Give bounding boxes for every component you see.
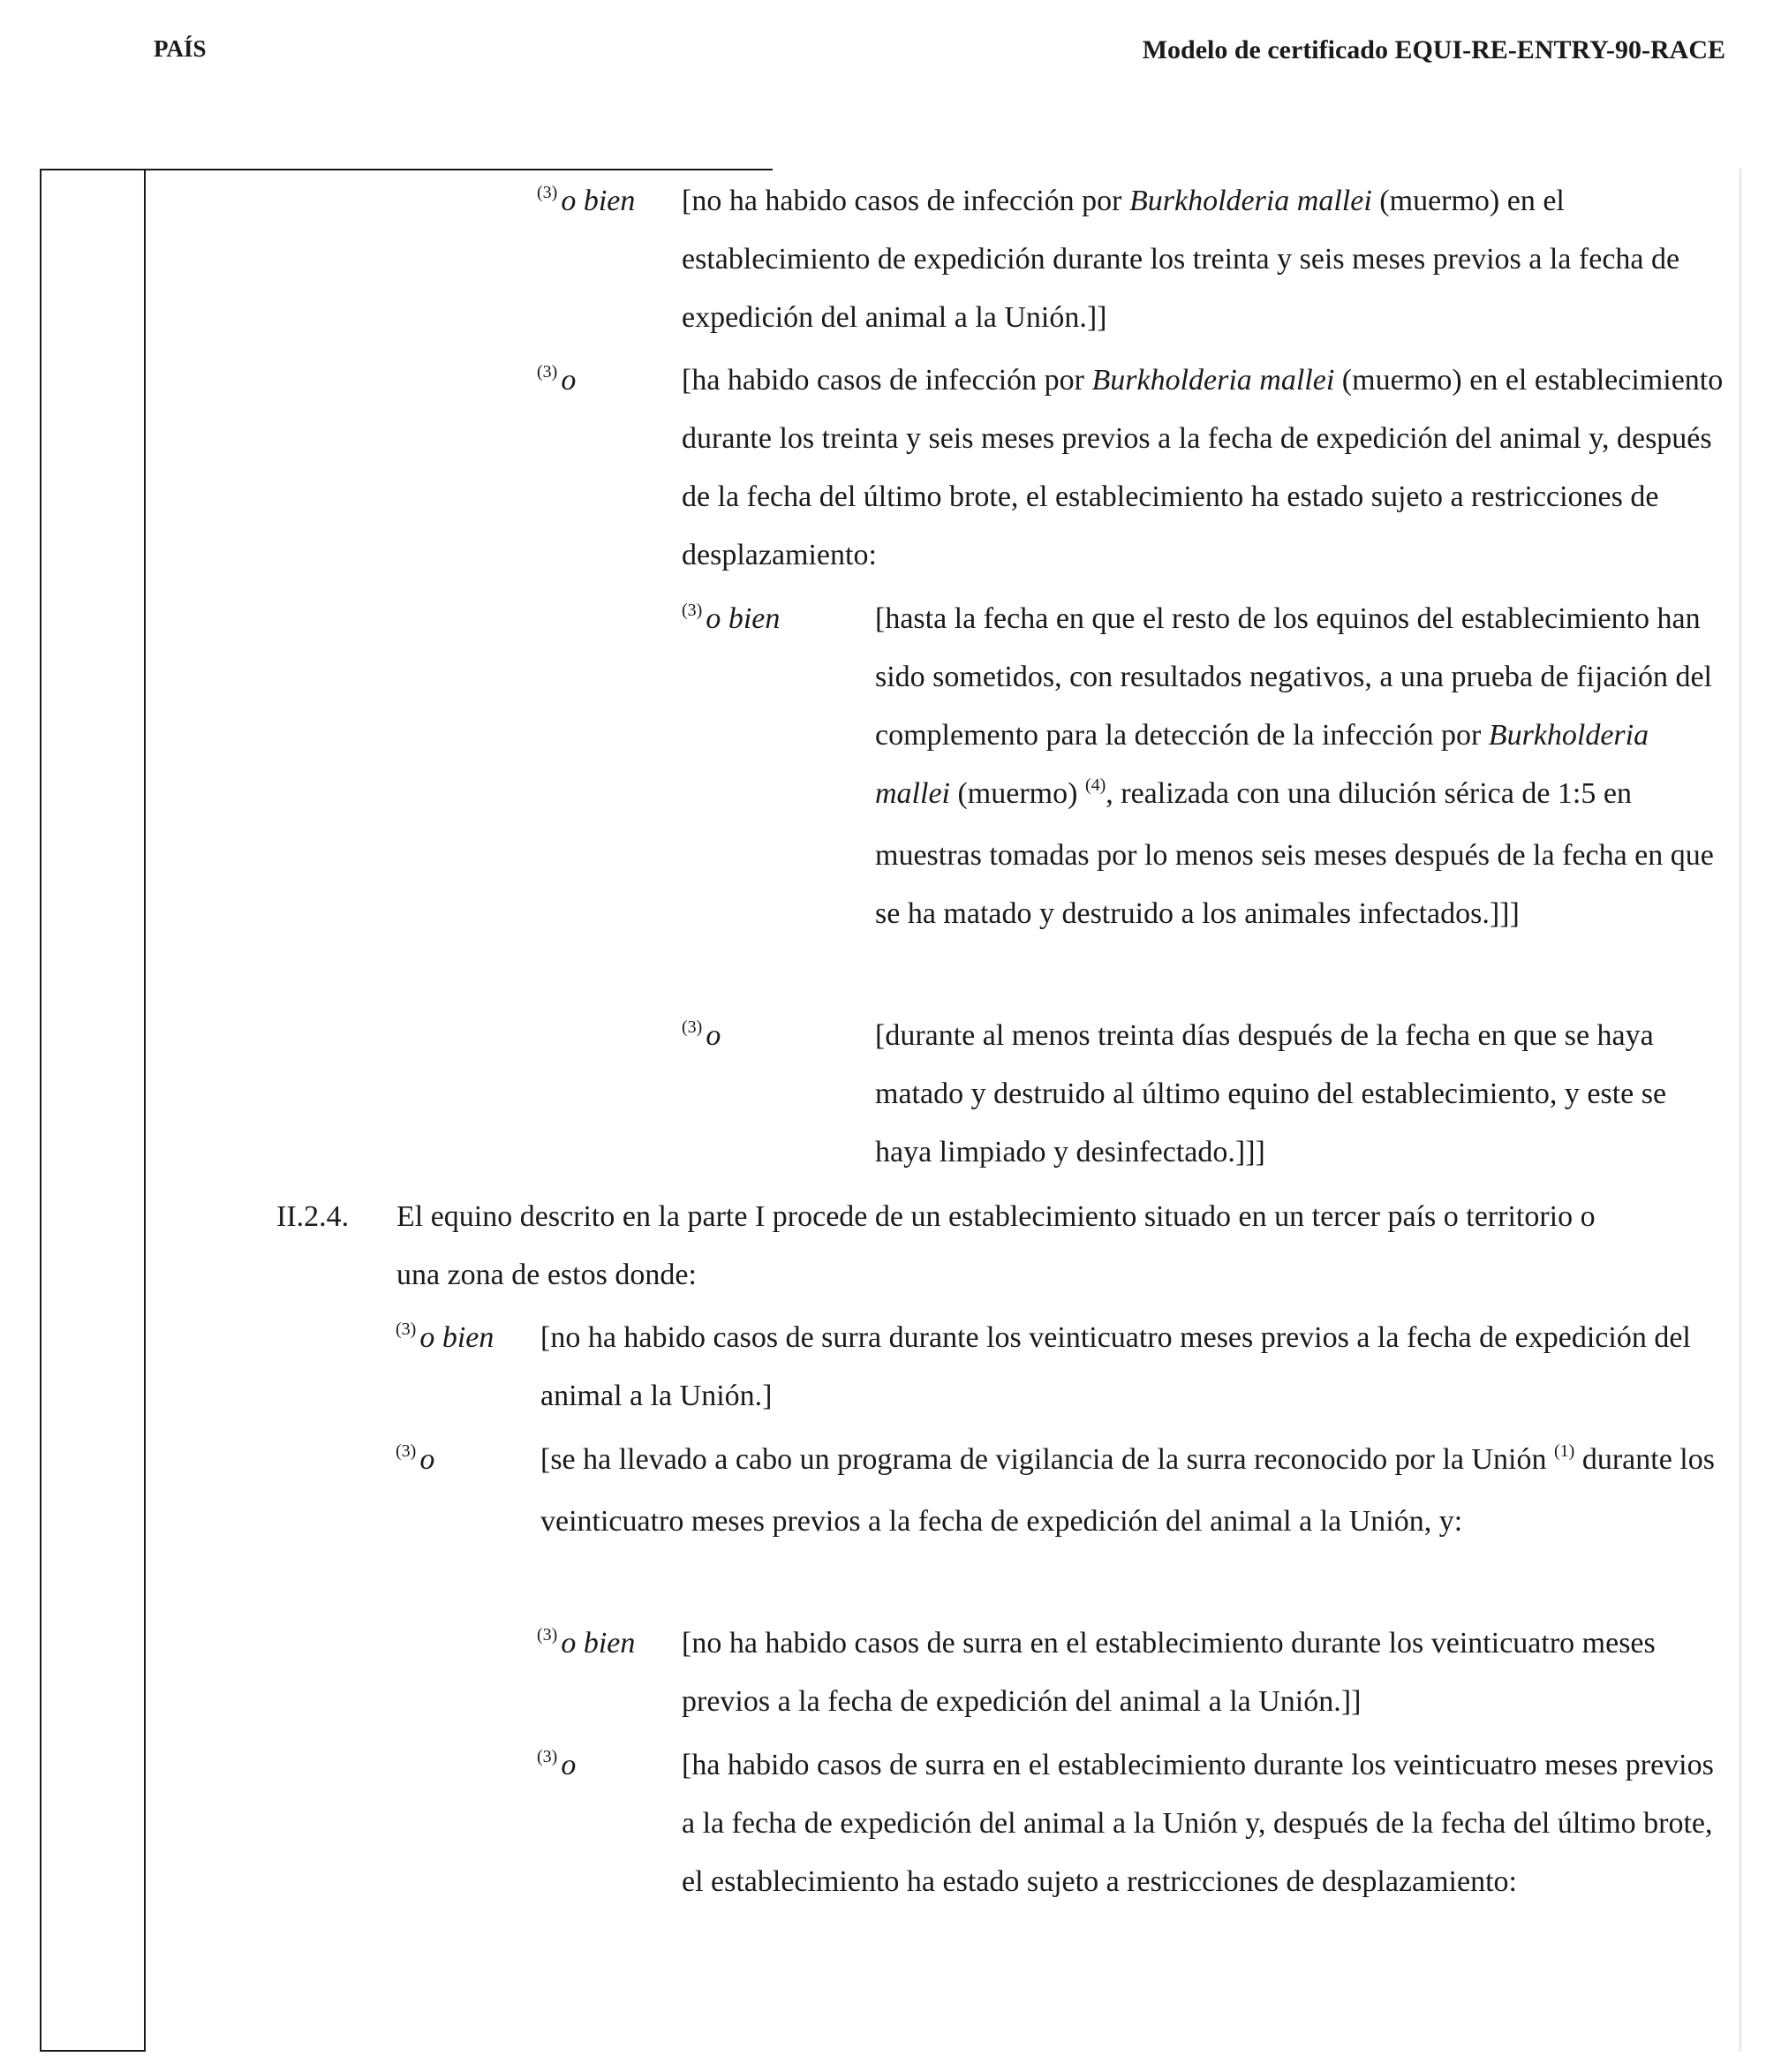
clause-text-part: [no ha habido casos de infección por: [682, 185, 1129, 217]
option-label-text: o: [706, 1019, 721, 1052]
option-sup: (3): [537, 183, 558, 202]
frame-top-border: [40, 169, 773, 170]
option-label: [682, 590, 780, 652]
frame-bottom-border: [40, 2050, 146, 2052]
pathogen-name: Burkholderia mallei: [1129, 185, 1372, 217]
clause-text-part: [hasta la fecha en que el resto de los equinos del establecimiento han sido sometidos, con resultados negativos, a una prueba de fijación del complemento para la detección de la infección por: [875, 602, 1712, 752]
footnote-ref: (1): [1554, 1441, 1575, 1461]
frame-left-border: [40, 169, 42, 2052]
option-label-text: o bien: [561, 185, 636, 217]
option-sup: (3): [396, 1441, 417, 1461]
option-label-text: o: [419, 1443, 435, 1476]
section-number: II.2.4.: [276, 1200, 350, 1233]
clause-text: [875, 590, 1723, 943]
clause-text-part: (muermo) en el establecimiento de expedición durante los treinta y seis meses previos a la fecha de expedición del animal a la Unión.]]: [682, 185, 1680, 334]
option-sup: (3): [537, 1625, 558, 1645]
option-label-text: o bien: [706, 602, 781, 635]
option-sup: (3): [537, 362, 558, 382]
option-label: [396, 1431, 434, 1493]
option-sup: (3): [396, 1320, 417, 1339]
clause-text-part: [ha habido casos de infección por: [682, 364, 1092, 397]
clause-text: [682, 172, 1724, 347]
clause-text: [ha habido casos de surra en el establecimiento durante los veinticuatro meses previos a la fecha de expedición del animal a la Unión y, después de la fecha del último brote, el establecimiento ha estado sujeto a restricciones de desplazamiento:: [682, 1749, 1714, 1898]
clause-text: [540, 1431, 1728, 1551]
option-label-text: o: [561, 364, 577, 397]
clause-text: [no ha habido casos de surra durante los veinticuatro meses previos a la fecha de expedición del animal a la Unión.]: [540, 1321, 1691, 1412]
option-label-text: o: [561, 1749, 577, 1781]
pathogen-name: Burkholderia mallei: [875, 719, 1649, 810]
option-label-text: o bien: [561, 1627, 636, 1660]
header-certificate-model: Modelo de certificado EQUI-RE-ENTRY-90-RACE: [1142, 35, 1725, 64]
option-label: [537, 172, 635, 234]
frame-inner-border: [144, 169, 146, 2052]
section-text: El equino descrito en la parte I procede de un establecimiento situado en un tercer país o territorio o una zona de estos donde:: [396, 1200, 1596, 1291]
clause-text-part: [se ha llevado a cabo un programa de vigilancia de la surra reconocido por la Unión: [540, 1443, 1554, 1476]
pathogen-name: Burkholderia mallei: [1091, 364, 1335, 397]
option-sup: (3): [682, 1017, 703, 1037]
clause-text-part: (muermo): [949, 777, 1085, 810]
frame-right-border: [1740, 169, 1741, 2052]
header-country: PAÍS: [154, 35, 207, 62]
clause-text-part: durante los veinticuatro meses previos a la fecha de expedición del animal a la Unión, y:: [540, 1443, 1715, 1538]
clause-text: [no ha habido casos de surra en el establecimiento durante los veinticuatro meses previos a la fecha de expedición del animal a la Unión.]]: [682, 1627, 1656, 1718]
option-label: [537, 1614, 635, 1676]
option-label: [537, 352, 576, 413]
clause-text: [durante al menos treinta días después de la fecha en que se haya matado y destruido al último equino del establecimiento, y este se haya limpiado y desinfectado.]]]: [875, 1019, 1667, 1168]
option-label: [682, 1007, 721, 1069]
clause-text-part: , realizada con una dilución sérica de 1:5 en muestras tomadas por lo menos seis meses después de la fecha en que se ha matado y destruido a los animales infectados.]]]: [875, 777, 1714, 930]
clause-text-part: (muermo) en el establecimiento durante los treinta y seis meses previos a la fecha de expedición del animal y, después de la fecha del último brote, el establecimiento ha estado sujeto a restricciones de desplazamiento:: [682, 364, 1724, 571]
clause-text: [682, 352, 1724, 585]
option-sup: (3): [682, 601, 703, 620]
option-label: [396, 1309, 494, 1371]
footnote-ref: (4): [1084, 775, 1106, 795]
option-label: [537, 1736, 576, 1798]
option-sup: (3): [537, 1747, 558, 1766]
option-label-text: o bien: [419, 1321, 494, 1354]
